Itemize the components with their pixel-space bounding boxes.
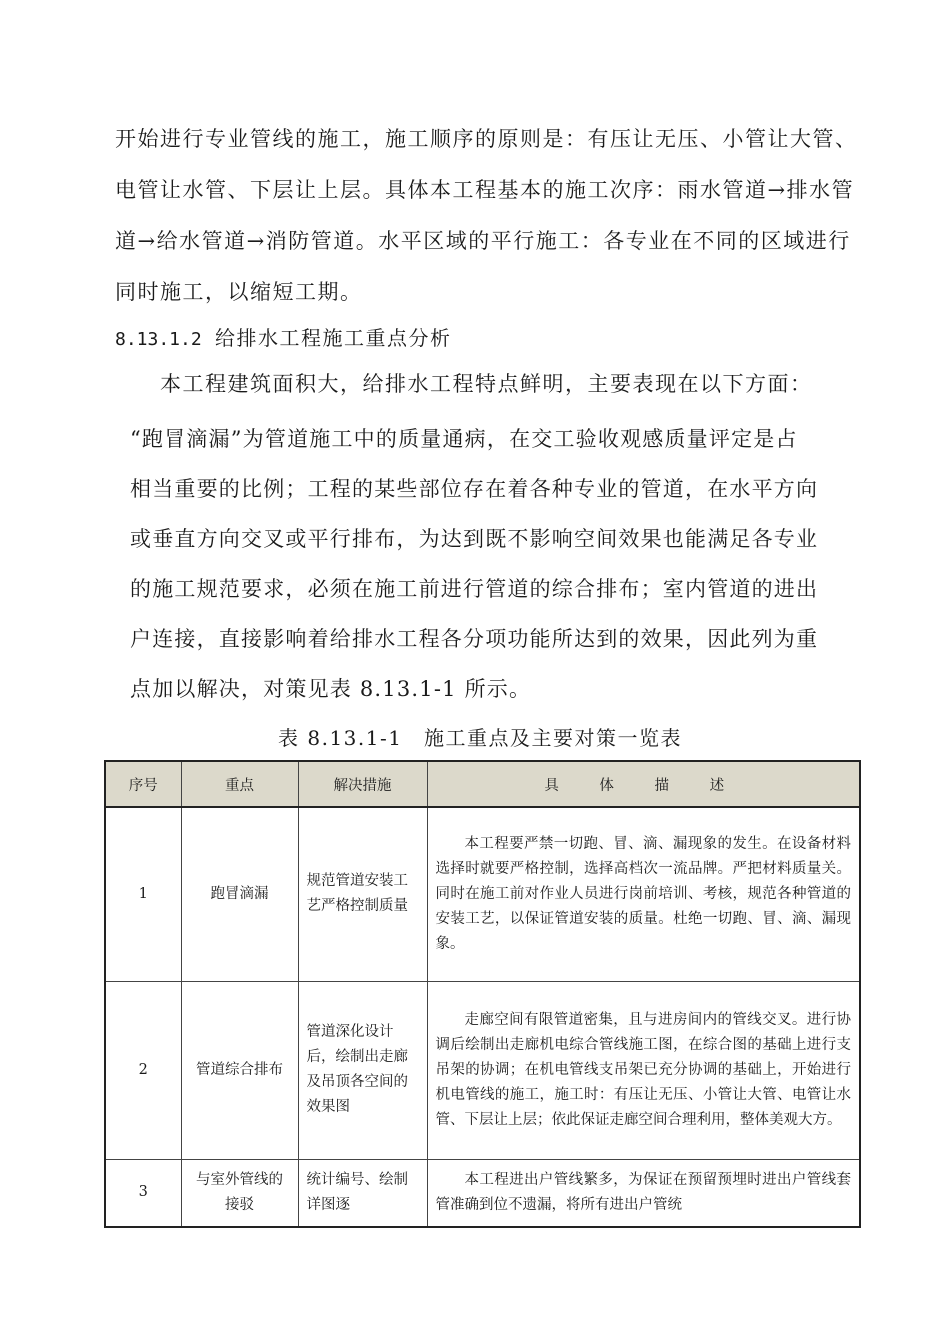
text-line: 相当重要的比例；工程的某些部位存在着各种专业的管道，在水平方向 [130,477,819,501]
table-caption: 表 8.13.1-1 施工重点及主要对策一览表 [278,726,682,750]
section-heading [115,322,452,351]
text-line: 开始进行专业管线的施工，施工顺序的原则是：有压让无压、小管让大管、 [115,127,858,151]
cell-key: 跑冒滴漏 [181,807,298,981]
cell-num: 2 [105,981,181,1159]
table-row [105,807,860,981]
text-line: 道→给水管道→消防管道。水平区域的平行施工：各专业在不同的区域进行 [115,229,851,253]
text-line: “跑冒滴漏”为管道施工中的质量通病，在交工验收观感质量评定是占 [130,427,798,451]
cell-description: 走廊空间有限管道密集，且与进房间内的管线交叉。进行协调后绘制出走廊机电综合管线施工图，在综合图的基础上进行支吊架的协调；在机电管线支吊架已充分协调的基础上，开始进行机电管线的施工，施工时：有压让无压、小管让大管、电管让水管、下层让上层；依此保证走廊空间合理利用，整体美观大方。 [427,981,860,1159]
header-description: 具 体 描 述 [427,761,860,807]
cell-description: 本工程要严禁一切跑、冒、滴、漏现象的发生。在设备材料选择时就要严格控制，选择高档次一流品牌。严把材料质量关。同时在施工前对作业人员进行岗前培训、考核，规范各种管道的安装工艺，以保证管道安装的质量。杜绝一切跑、冒、滴、漏现象。 [427,807,860,981]
text-line: 或垂直方向交叉或平行排布，为达到既不影响空间效果也能满足各专业 [130,527,819,551]
table-header-row [105,761,860,807]
text-line: 的施工规范要求，必须在施工前进行管道的综合排布；室内管道的进出 [130,577,819,601]
header-solution: 解决措施 [298,761,427,807]
table-row [105,981,860,1159]
text-line: 户连接，直接影响着给排水工程各分项功能所达到的效果，因此列为重 [130,627,819,651]
text-line: 电管让水管、下层让上层。具体本工程基本的施工次序：雨水管道→排水管 [115,178,855,202]
cell-solution: 统计编号、绘制详图逐 [298,1159,427,1227]
paragraph-continuation [115,114,858,318]
section-title: 给排水工程施工重点分析 [215,326,452,350]
cell-solution: 规范管道安装工艺严格控制质量 [298,807,427,981]
header-num: 序号 [105,761,181,807]
intro-sentence: 本工程建筑面积大，给排水工程特点鲜明，主要表现在以下方面： [160,372,813,396]
cell-solution: 管道深化设计后，绘制出走廊及吊顶各空间的效果图 [298,981,427,1159]
cell-num: 3 [105,1159,181,1227]
table-row [105,1159,860,1227]
cell-description: 本工程进出户管线繁多，为保证在预留预埋时进出户管线套管准确到位不遗漏，将所有进出户管统 [427,1159,860,1227]
cell-key: 管道综合排布 [181,981,298,1159]
header-key: 重点 [181,761,298,807]
cell-key: 与室外管线的接驳 [181,1159,298,1227]
paragraph-analysis [130,414,818,714]
section-number: 8.13.1.2 [115,329,202,350]
measures-table [104,760,861,1228]
text-line: 点加以解决，对策见表 8.13.1-1 所示。 [130,677,532,701]
cell-num: 1 [105,807,181,981]
text-line: 同时施工，以缩短工期。 [115,280,363,304]
